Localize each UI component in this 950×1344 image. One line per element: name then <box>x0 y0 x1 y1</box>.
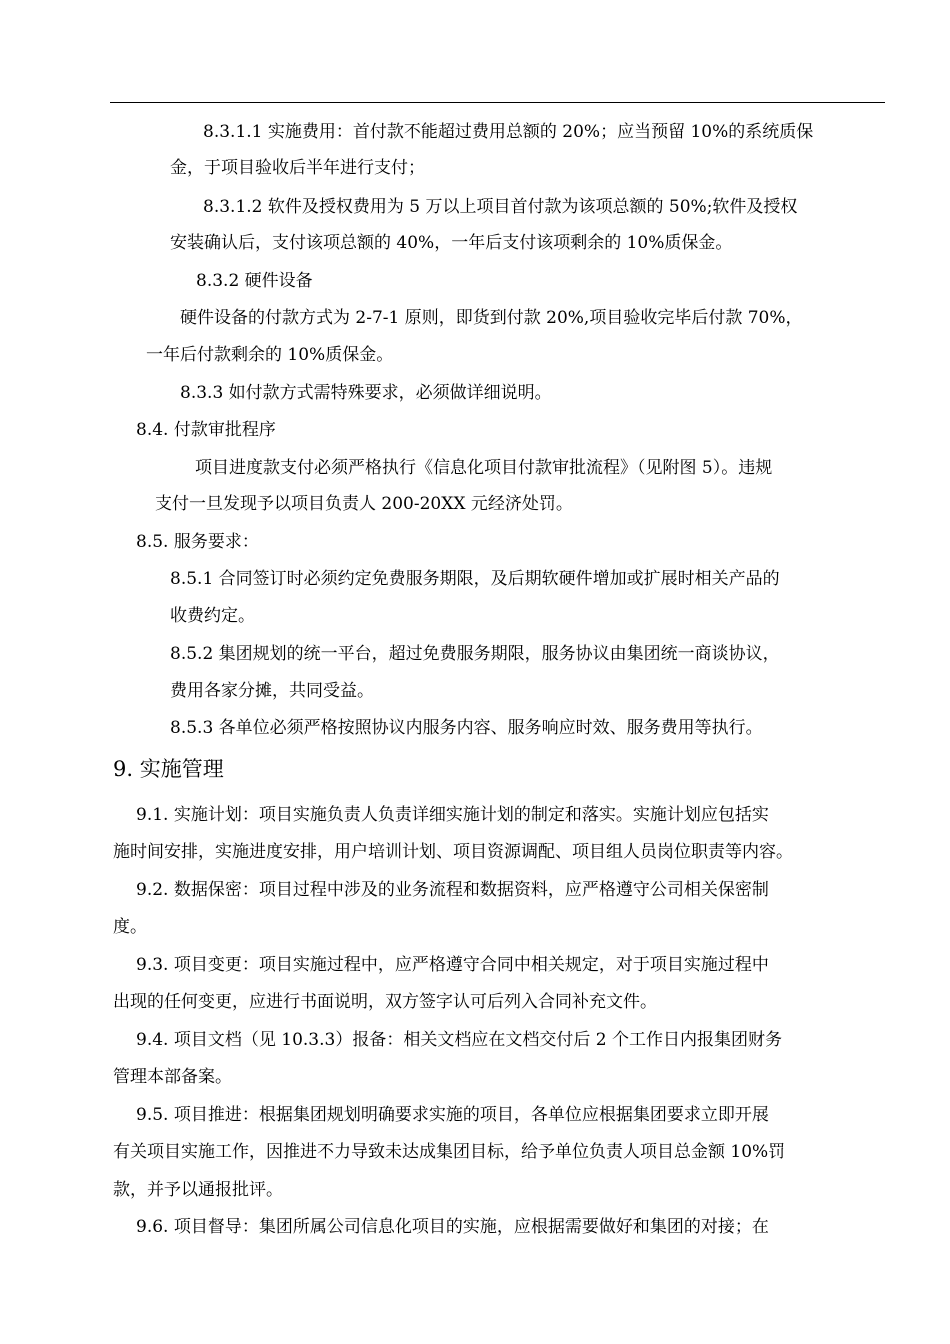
header-rule <box>110 102 885 103</box>
text-line: 8.3.3 如付款方式需特殊要求，必须做详细说明。 <box>180 383 552 403</box>
text-line: 9.4. 项目文档（见 10.3.3）报备：相关文档应在文档交付后 2 个工作日内报集团财务 <box>136 1030 782 1050</box>
text-line: 度。 <box>113 917 147 937</box>
text-line: 硬件设备的付款方式为 2-7-1 原则，即货到付款 20%,项目验收完毕后付款 70%， <box>180 308 803 328</box>
text-line: 一年后付款剩余的 10%质保金。 <box>146 345 394 365</box>
text-line: 项目进度款支付必须严格执行《信息化项目付款审批流程》（见附图 5）。违规 <box>195 458 773 478</box>
section-heading: 8.5. 服务要求： <box>136 532 259 552</box>
text-line: 9.3. 项目变更：项目实施过程中，应严格遵守合同中相关规定，对于项目实施过程中 <box>136 955 769 975</box>
text-line: 有关项目实施工作，因推进不力导致未达成集团目标，给予单位负责人项目总金额 10%罚 <box>113 1142 786 1162</box>
text-line: 费用各家分摊，共同受益。 <box>170 681 374 701</box>
text-line: 8.3.1.2 软件及授权费用为 5 万以上项目首付款为该项总额的 50%;软件及授权 <box>203 197 798 217</box>
text-line: 9.1. 实施计划：项目实施负责人负责详细实施计划的制定和落实。实施计划应包括实 <box>136 805 769 825</box>
text-line: 9.2. 数据保密：项目过程中涉及的业务流程和数据资料，应严格遵守公司相关保密制 <box>136 880 769 900</box>
section-heading: 8.4. 付款审批程序 <box>136 420 276 440</box>
text-line: 金，于项目验收后半年进行支付； <box>170 158 425 178</box>
text-line: 出现的任何变更，应进行书面说明，双方签字认可后列入合同补充文件。 <box>113 992 657 1012</box>
chapter-heading: 9. 实施管理 <box>113 757 224 781</box>
text-line: 8.5.2 集团规划的统一平台，超过免费服务期限，服务协议由集团统一商谈协议， <box>170 644 780 664</box>
text-line: 8.5.1 合同签订时必须约定免费服务期限，及后期软硬件增加或扩展时相关产品的 <box>170 569 780 589</box>
text-line: 施时间安排，实施进度安排，用户培训计划、项目资源调配、项目组人员岗位职责等内容。 <box>113 842 793 862</box>
text-line: 款，并予以通报批评。 <box>113 1180 283 1200</box>
text-line: 支付一旦发现予以项目负责人 200-20XX 元经济处罚。 <box>155 494 573 514</box>
text-line: 安装确认后，支付该项总额的 40%，一年后支付该项剩余的 10%质保金。 <box>170 233 733 253</box>
text-line: 收费约定。 <box>170 606 255 626</box>
text-line: 9.5. 项目推进：根据集团规划明确要求实施的项目，各单位应根据集团要求立即开展 <box>136 1105 769 1125</box>
text-line: 8.3.1.1 实施费用：首付款不能超过费用总额的 20%；应当预留 10%的系统质保 <box>203 122 814 142</box>
text-line: 9.6. 项目督导：集团所属公司信息化项目的实施，应根据需要做好和集团的对接；在 <box>136 1217 769 1237</box>
subsection-heading: 8.3.2 硬件设备 <box>196 271 313 291</box>
text-line: 8.5.3 各单位必须严格按照协议内服务内容、服务响应时效、服务费用等执行。 <box>170 718 763 738</box>
text-line: 管理本部备案。 <box>113 1067 232 1087</box>
